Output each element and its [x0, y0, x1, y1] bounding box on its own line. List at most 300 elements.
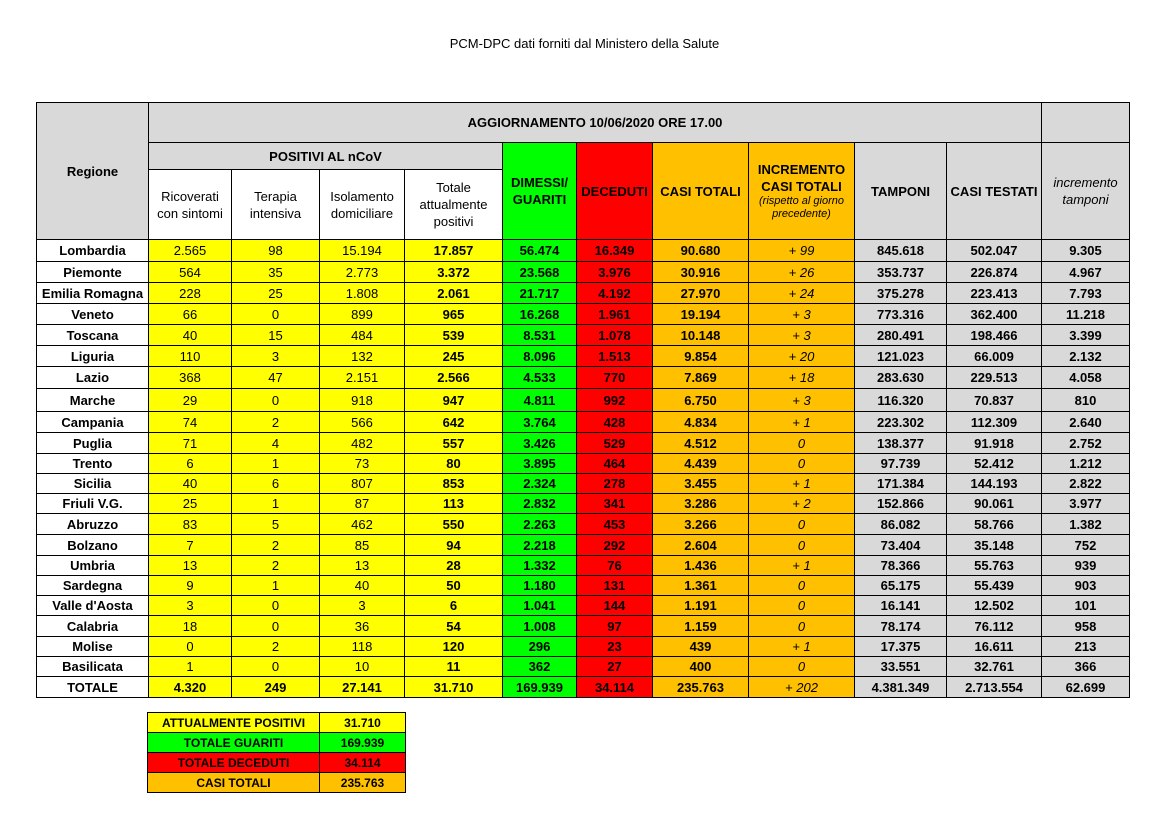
- cell-deceduti: 27: [577, 657, 653, 677]
- cell-testati: 229.513: [947, 367, 1042, 389]
- cell-dimessi: 4.533: [503, 367, 577, 389]
- cell-dimessi: 2.832: [503, 494, 577, 514]
- cell-inc-tamponi: 11.218: [1042, 304, 1130, 325]
- cell-totale: 642: [405, 412, 503, 433]
- cell-isolamento: 13: [320, 556, 405, 576]
- cell-totale: 6: [405, 596, 503, 616]
- cell-inc-tamponi: 7.793: [1042, 283, 1130, 304]
- cell-dimessi: 1.180: [503, 576, 577, 596]
- header-ricoverati: Ricoverati con sintomi: [149, 170, 232, 240]
- table-row: [37, 346, 1130, 367]
- summary-label: CASI TOTALI: [148, 773, 320, 793]
- header-regione: Regione: [37, 103, 149, 240]
- cell-testati: 58.766: [947, 514, 1042, 535]
- cell-isolamento: 10: [320, 657, 405, 677]
- cell-isolamento: 27.141: [320, 677, 405, 698]
- summary-row: [148, 733, 406, 753]
- cell-casi: 1.191: [653, 596, 749, 616]
- cell-casi: 4.439: [653, 454, 749, 474]
- cell-dimessi: 362: [503, 657, 577, 677]
- table-row: [37, 283, 1130, 304]
- cell-dimessi: 1.008: [503, 616, 577, 637]
- cell-tamponi: 16.141: [855, 596, 947, 616]
- cell-testati: 2.713.554: [947, 677, 1042, 698]
- cell-terapia: 2: [232, 637, 320, 657]
- cell-inc-tamponi: 810: [1042, 389, 1130, 412]
- cell-testati: 112.309: [947, 412, 1042, 433]
- cell-incremento: + 1: [749, 412, 855, 433]
- cell-casi: 3.286: [653, 494, 749, 514]
- cell-tamponi: 280.491: [855, 325, 947, 346]
- cell-casi: 1.159: [653, 616, 749, 637]
- table-row: [37, 433, 1130, 454]
- cell-inc-tamponi: 903: [1042, 576, 1130, 596]
- cell-deceduti: 131: [577, 576, 653, 596]
- summary-value: 34.114: [320, 753, 406, 773]
- cell-regione: Abruzzo: [37, 514, 149, 535]
- cell-isolamento: 482: [320, 433, 405, 454]
- cell-testati: 12.502: [947, 596, 1042, 616]
- cell-regione: Umbria: [37, 556, 149, 576]
- cell-ricoverati: 83: [149, 514, 232, 535]
- cell-inc-tamponi: 2.752: [1042, 433, 1130, 454]
- table-row: [37, 454, 1130, 474]
- cell-isolamento: 918: [320, 389, 405, 412]
- cell-testati: 32.761: [947, 657, 1042, 677]
- header-incremento-note: (rispetto al giorno precedente): [759, 195, 844, 220]
- header-casi-totali: CASI TOTALI: [653, 143, 749, 240]
- cell-terapia: 25: [232, 283, 320, 304]
- cell-regione: Puglia: [37, 433, 149, 454]
- cell-tamponi: 65.175: [855, 576, 947, 596]
- cell-isolamento: 807: [320, 474, 405, 494]
- cell-dimessi: 2.324: [503, 474, 577, 494]
- cell-casi: 3.266: [653, 514, 749, 535]
- cell-regione: Marche: [37, 389, 149, 412]
- cell-totale: 2.061: [405, 283, 503, 304]
- cell-terapia: 35: [232, 262, 320, 283]
- cell-terapia: 2: [232, 412, 320, 433]
- cell-testati: 362.400: [947, 304, 1042, 325]
- header-incremento-title: INCREMENTO CASI TOTALI: [757, 162, 846, 194]
- cell-isolamento: 85: [320, 535, 405, 556]
- cell-regione: Calabria: [37, 616, 149, 637]
- cell-dimessi: 23.568: [503, 262, 577, 283]
- header-deceduti: DECEDUTI: [577, 143, 653, 240]
- cell-incremento: 0: [749, 535, 855, 556]
- cell-incremento: 0: [749, 616, 855, 637]
- cell-tamponi: 845.618: [855, 240, 947, 262]
- cell-testati: 226.874: [947, 262, 1042, 283]
- cell-inc-tamponi: 62.699: [1042, 677, 1130, 698]
- summary-table: [147, 712, 406, 793]
- cell-tamponi: 152.866: [855, 494, 947, 514]
- table-row: [37, 556, 1130, 576]
- cell-deceduti: 23: [577, 637, 653, 657]
- cell-incremento: + 1: [749, 474, 855, 494]
- cell-ricoverati: 7: [149, 535, 232, 556]
- cell-deceduti: 992: [577, 389, 653, 412]
- cell-totale: 80: [405, 454, 503, 474]
- cell-tamponi: 4.381.349: [855, 677, 947, 698]
- cell-tamponi: 86.082: [855, 514, 947, 535]
- cell-terapia: 5: [232, 514, 320, 535]
- cell-isolamento: 73: [320, 454, 405, 474]
- cell-inc-tamponi: 4.058: [1042, 367, 1130, 389]
- table-row: [37, 304, 1130, 325]
- cell-incremento: + 1: [749, 556, 855, 576]
- cell-regione: Sicilia: [37, 474, 149, 494]
- cell-deceduti: 97: [577, 616, 653, 637]
- cell-isolamento: 36: [320, 616, 405, 637]
- cell-tamponi: 375.278: [855, 283, 947, 304]
- cell-regione: TOTALE: [37, 677, 149, 698]
- cell-totale: 120: [405, 637, 503, 657]
- cell-dimessi: 296: [503, 637, 577, 657]
- cell-casi: 1.436: [653, 556, 749, 576]
- cell-totale: 245: [405, 346, 503, 367]
- cell-casi: 10.148: [653, 325, 749, 346]
- cell-totale: 50: [405, 576, 503, 596]
- cell-terapia: 1: [232, 576, 320, 596]
- header-incremento: [749, 143, 855, 240]
- cell-incremento: + 1: [749, 637, 855, 657]
- cell-inc-tamponi: 2.132: [1042, 346, 1130, 367]
- cell-dimessi: 1.041: [503, 596, 577, 616]
- cell-dimessi: 4.811: [503, 389, 577, 412]
- cell-terapia: 47: [232, 367, 320, 389]
- cell-casi: 235.763: [653, 677, 749, 698]
- cell-inc-tamponi: 3.977: [1042, 494, 1130, 514]
- header-positivi-group: POSITIVI AL nCoV: [149, 143, 503, 170]
- cell-inc-tamponi: 9.305: [1042, 240, 1130, 262]
- cell-deceduti: 144: [577, 596, 653, 616]
- cell-casi: 2.604: [653, 535, 749, 556]
- cell-dimessi: 16.268: [503, 304, 577, 325]
- cell-inc-tamponi: 3.399: [1042, 325, 1130, 346]
- cell-tamponi: 171.384: [855, 474, 947, 494]
- cell-terapia: 0: [232, 657, 320, 677]
- cell-totale: 28: [405, 556, 503, 576]
- cell-regione: Emilia Romagna: [37, 283, 149, 304]
- summary-label: TOTALE GUARITI: [148, 733, 320, 753]
- summary-row: [148, 753, 406, 773]
- cell-dimessi: 1.332: [503, 556, 577, 576]
- cell-incremento: + 3: [749, 304, 855, 325]
- cell-inc-tamponi: 752: [1042, 535, 1130, 556]
- header-aggiornamento: AGGIORNAMENTO 10/06/2020 ORE 17.00: [149, 103, 1042, 143]
- cell-incremento: 0: [749, 576, 855, 596]
- cell-casi: 9.854: [653, 346, 749, 367]
- cell-dimessi: 3.426: [503, 433, 577, 454]
- cell-regione: Basilicata: [37, 657, 149, 677]
- cell-isolamento: 2.773: [320, 262, 405, 283]
- cell-dimessi: 2.263: [503, 514, 577, 535]
- header-tamponi: TAMPONI: [855, 143, 947, 240]
- cell-totale: 94: [405, 535, 503, 556]
- header-casi-testati: CASI TESTATI: [947, 143, 1042, 240]
- cell-deceduti: 4.192: [577, 283, 653, 304]
- cell-isolamento: 566: [320, 412, 405, 433]
- cell-testati: 55.763: [947, 556, 1042, 576]
- cell-totale: 54: [405, 616, 503, 637]
- cell-inc-tamponi: 101: [1042, 596, 1130, 616]
- cell-terapia: 249: [232, 677, 320, 698]
- cell-totale: 853: [405, 474, 503, 494]
- table-row: [37, 262, 1130, 283]
- cell-regione: Liguria: [37, 346, 149, 367]
- cell-dimessi: 8.096: [503, 346, 577, 367]
- cell-inc-tamponi: 366: [1042, 657, 1130, 677]
- cell-totale: 3.372: [405, 262, 503, 283]
- table-row: [37, 616, 1130, 637]
- cell-terapia: 2: [232, 556, 320, 576]
- header-dimessi: DIMESSI/ GUARITI: [503, 143, 577, 240]
- cell-tamponi: 223.302: [855, 412, 947, 433]
- cell-deceduti: 428: [577, 412, 653, 433]
- header-incremento-tamponi: incremento tamponi: [1042, 143, 1130, 240]
- cell-incremento: + 3: [749, 389, 855, 412]
- cell-terapia: 98: [232, 240, 320, 262]
- cell-deceduti: 76: [577, 556, 653, 576]
- cell-incremento: + 20: [749, 346, 855, 367]
- cell-tamponi: 116.320: [855, 389, 947, 412]
- cell-incremento: 0: [749, 433, 855, 454]
- cell-terapia: 3: [232, 346, 320, 367]
- cell-deceduti: 453: [577, 514, 653, 535]
- cell-terapia: 6: [232, 474, 320, 494]
- cell-dimessi: 2.218: [503, 535, 577, 556]
- table-row: [37, 474, 1130, 494]
- cell-ricoverati: 6: [149, 454, 232, 474]
- cell-testati: 198.466: [947, 325, 1042, 346]
- cell-dimessi: 21.717: [503, 283, 577, 304]
- cell-inc-tamponi: 4.967: [1042, 262, 1130, 283]
- cell-inc-tamponi: 958: [1042, 616, 1130, 637]
- cell-ricoverati: 18: [149, 616, 232, 637]
- cell-deceduti: 292: [577, 535, 653, 556]
- cell-incremento: + 18: [749, 367, 855, 389]
- cell-regione: Toscana: [37, 325, 149, 346]
- cell-totale: 11: [405, 657, 503, 677]
- table-row: [37, 677, 1130, 698]
- cell-testati: 90.061: [947, 494, 1042, 514]
- cell-casi: 400: [653, 657, 749, 677]
- header-terapia: Terapia intensiva: [232, 170, 320, 240]
- cell-ricoverati: 4.320: [149, 677, 232, 698]
- table-row: [37, 367, 1130, 389]
- regional-data-table: [36, 102, 1130, 698]
- table-row: [37, 240, 1130, 262]
- cell-dimessi: 8.531: [503, 325, 577, 346]
- cell-incremento: 0: [749, 514, 855, 535]
- summary-row: [148, 713, 406, 733]
- cell-testati: 66.009: [947, 346, 1042, 367]
- cell-regione: Campania: [37, 412, 149, 433]
- cell-testati: 35.148: [947, 535, 1042, 556]
- cell-deceduti: 1.961: [577, 304, 653, 325]
- cell-totale: 550: [405, 514, 503, 535]
- cell-terapia: 2: [232, 535, 320, 556]
- cell-ricoverati: 3: [149, 596, 232, 616]
- table-row: [37, 535, 1130, 556]
- cell-deceduti: 770: [577, 367, 653, 389]
- cell-ricoverati: 9: [149, 576, 232, 596]
- cell-casi: 1.361: [653, 576, 749, 596]
- cell-incremento: + 99: [749, 240, 855, 262]
- cell-tamponi: 773.316: [855, 304, 947, 325]
- cell-terapia: 4: [232, 433, 320, 454]
- cell-terapia: 0: [232, 389, 320, 412]
- cell-isolamento: 2.151: [320, 367, 405, 389]
- cell-regione: Veneto: [37, 304, 149, 325]
- cell-isolamento: 899: [320, 304, 405, 325]
- cell-testati: 70.837: [947, 389, 1042, 412]
- cell-incremento: + 2: [749, 494, 855, 514]
- cell-regione: Lazio: [37, 367, 149, 389]
- table-row: [37, 576, 1130, 596]
- table-row: [37, 412, 1130, 433]
- cell-deceduti: 34.114: [577, 677, 653, 698]
- cell-tamponi: 78.174: [855, 616, 947, 637]
- cell-ricoverati: 110: [149, 346, 232, 367]
- cell-inc-tamponi: 2.822: [1042, 474, 1130, 494]
- table-row: [37, 494, 1130, 514]
- cell-totale: 113: [405, 494, 503, 514]
- cell-ricoverati: 1: [149, 657, 232, 677]
- cell-isolamento: 118: [320, 637, 405, 657]
- cell-inc-tamponi: 2.640: [1042, 412, 1130, 433]
- cell-inc-tamponi: 939: [1042, 556, 1130, 576]
- cell-totale: 947: [405, 389, 503, 412]
- cell-tamponi: 78.366: [855, 556, 947, 576]
- table-row: [37, 657, 1130, 677]
- cell-casi: 19.194: [653, 304, 749, 325]
- cell-totale: 2.566: [405, 367, 503, 389]
- cell-isolamento: 15.194: [320, 240, 405, 262]
- cell-tamponi: 17.375: [855, 637, 947, 657]
- cell-deceduti: 16.349: [577, 240, 653, 262]
- cell-incremento: + 26: [749, 262, 855, 283]
- cell-ricoverati: 564: [149, 262, 232, 283]
- cell-incremento: 0: [749, 596, 855, 616]
- cell-incremento: + 202: [749, 677, 855, 698]
- cell-terapia: 0: [232, 304, 320, 325]
- cell-regione: Molise: [37, 637, 149, 657]
- table-row: [37, 596, 1130, 616]
- cell-totale: 539: [405, 325, 503, 346]
- cell-testati: 52.412: [947, 454, 1042, 474]
- cell-regione: Piemonte: [37, 262, 149, 283]
- cell-deceduti: 1.078: [577, 325, 653, 346]
- header-blank: [1042, 103, 1130, 143]
- cell-isolamento: 1.808: [320, 283, 405, 304]
- cell-casi: 4.834: [653, 412, 749, 433]
- cell-terapia: 1: [232, 494, 320, 514]
- cell-tamponi: 283.630: [855, 367, 947, 389]
- cell-ricoverati: 228: [149, 283, 232, 304]
- cell-regione: Sardegna: [37, 576, 149, 596]
- cell-terapia: 1: [232, 454, 320, 474]
- cell-isolamento: 87: [320, 494, 405, 514]
- cell-casi: 4.512: [653, 433, 749, 454]
- cell-ricoverati: 0: [149, 637, 232, 657]
- summary-label: TOTALE DECEDUTI: [148, 753, 320, 773]
- cell-inc-tamponi: 1.382: [1042, 514, 1130, 535]
- cell-isolamento: 40: [320, 576, 405, 596]
- cell-inc-tamponi: 213: [1042, 637, 1130, 657]
- summary-value: 31.710: [320, 713, 406, 733]
- cell-inc-tamponi: 1.212: [1042, 454, 1130, 474]
- cell-ricoverati: 40: [149, 474, 232, 494]
- cell-ricoverati: 13: [149, 556, 232, 576]
- cell-isolamento: 462: [320, 514, 405, 535]
- cell-ricoverati: 29: [149, 389, 232, 412]
- cell-deceduti: 529: [577, 433, 653, 454]
- cell-ricoverati: 25: [149, 494, 232, 514]
- cell-tamponi: 121.023: [855, 346, 947, 367]
- header-isolamento: Isolamento domiciliare: [320, 170, 405, 240]
- cell-testati: 502.047: [947, 240, 1042, 262]
- cell-incremento: + 24: [749, 283, 855, 304]
- cell-isolamento: 3: [320, 596, 405, 616]
- cell-deceduti: 3.976: [577, 262, 653, 283]
- table-row: [37, 325, 1130, 346]
- cell-dimessi: 56.474: [503, 240, 577, 262]
- header-totale-positivi: Totale attualmente positivi: [405, 170, 503, 240]
- cell-terapia: 0: [232, 596, 320, 616]
- cell-testati: 91.918: [947, 433, 1042, 454]
- cell-isolamento: 484: [320, 325, 405, 346]
- cell-casi: 7.869: [653, 367, 749, 389]
- cell-testati: 144.193: [947, 474, 1042, 494]
- cell-casi: 30.916: [653, 262, 749, 283]
- cell-casi: 6.750: [653, 389, 749, 412]
- cell-testati: 223.413: [947, 283, 1042, 304]
- summary-label: ATTUALMENTE POSITIVI: [148, 713, 320, 733]
- cell-terapia: 15: [232, 325, 320, 346]
- cell-deceduti: 464: [577, 454, 653, 474]
- cell-totale: 17.857: [405, 240, 503, 262]
- cell-tamponi: 73.404: [855, 535, 947, 556]
- cell-tamponi: 33.551: [855, 657, 947, 677]
- cell-ricoverati: 40: [149, 325, 232, 346]
- cell-casi: 3.455: [653, 474, 749, 494]
- cell-regione: Friuli V.G.: [37, 494, 149, 514]
- cell-tamponi: 97.739: [855, 454, 947, 474]
- cell-totale: 31.710: [405, 677, 503, 698]
- cell-isolamento: 132: [320, 346, 405, 367]
- table-row: [37, 637, 1130, 657]
- cell-ricoverati: 368: [149, 367, 232, 389]
- cell-terapia: 0: [232, 616, 320, 637]
- page-caption: PCM-DPC dati forniti dal Ministero della Salute: [449, 36, 720, 51]
- cell-regione: Bolzano: [37, 535, 149, 556]
- table-row: [37, 514, 1130, 535]
- cell-casi: 27.970: [653, 283, 749, 304]
- cell-tamponi: 138.377: [855, 433, 947, 454]
- cell-tamponi: 353.737: [855, 262, 947, 283]
- cell-ricoverati: 74: [149, 412, 232, 433]
- summary-value: 169.939: [320, 733, 406, 753]
- cell-dimessi: 3.895: [503, 454, 577, 474]
- cell-casi: 90.680: [653, 240, 749, 262]
- cell-testati: 55.439: [947, 576, 1042, 596]
- cell-deceduti: 278: [577, 474, 653, 494]
- cell-regione: Valle d'Aosta: [37, 596, 149, 616]
- cell-ricoverati: 71: [149, 433, 232, 454]
- cell-regione: Trento: [37, 454, 149, 474]
